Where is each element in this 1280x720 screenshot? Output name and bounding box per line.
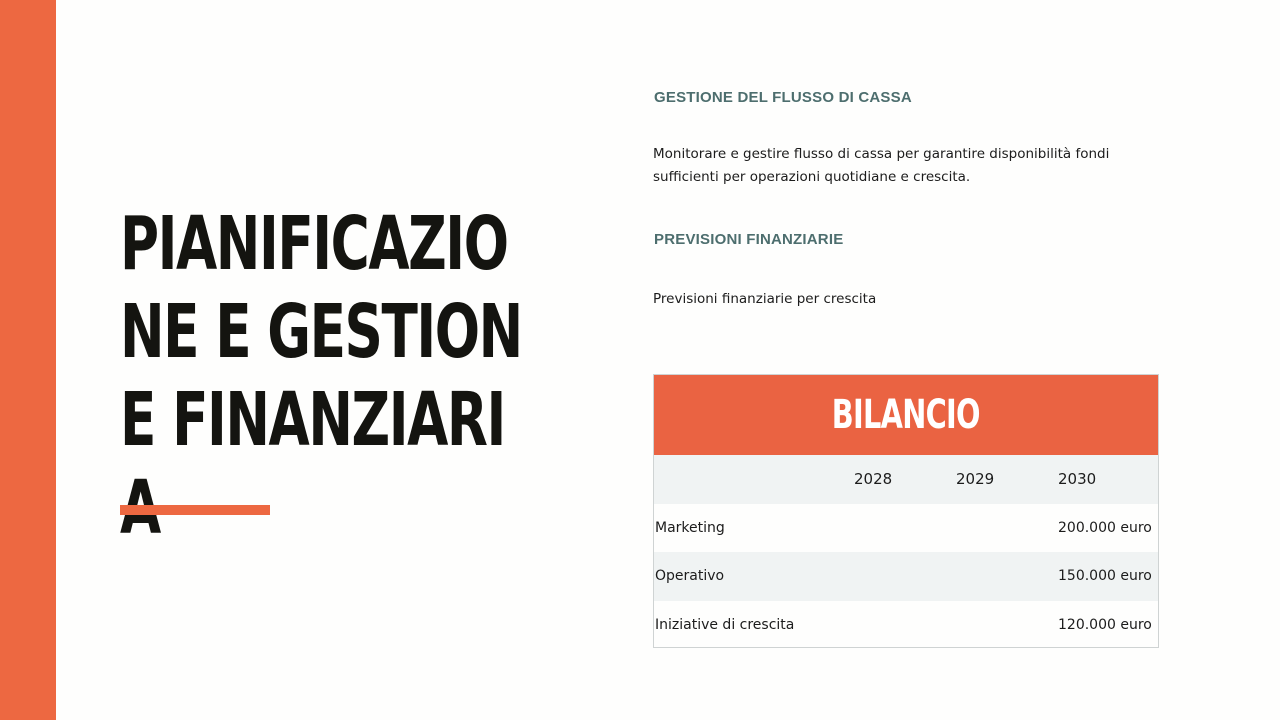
row-label: Operativo (655, 568, 725, 585)
row-label: Marketing (655, 519, 725, 536)
cashflow-text: Monitorare e gestire flusso di cassa per garantire disponibilità fondi sufficienti per operazioni quotidiane e crescita. (653, 146, 1110, 185)
forecast-heading: PREVISIONI FINANZIARIE (654, 231, 844, 248)
column-header-2028: 2028 (854, 470, 893, 489)
cashflow-heading: GESTIONE DEL FLUSSO DI CASSA (654, 89, 912, 106)
title-underline (120, 505, 270, 515)
table-row (654, 552, 1158, 601)
accent-stripe (0, 0, 56, 720)
table-row (654, 601, 1158, 650)
row-value-2030: 150.000 euro (1058, 568, 1152, 585)
column-header-2030: 2030 (1058, 470, 1097, 489)
column-header-2029: 2029 (956, 470, 995, 489)
slide-title: PIANIFICAZIONE E GESTIONE FINANZIARIA (120, 201, 522, 551)
table-row (654, 504, 1158, 553)
budget-table (653, 374, 1159, 648)
row-value-2030: 120.000 euro (1058, 616, 1152, 633)
row-value-2030: 200.000 euro (1058, 519, 1152, 536)
row-label: Iniziative di crescita (655, 616, 795, 633)
forecast-text: Previsioni finanziarie per crescita (653, 291, 877, 307)
budget-header (654, 375, 1158, 455)
budget-title: BILANCIO (831, 392, 980, 438)
table-header-row (654, 455, 1158, 504)
